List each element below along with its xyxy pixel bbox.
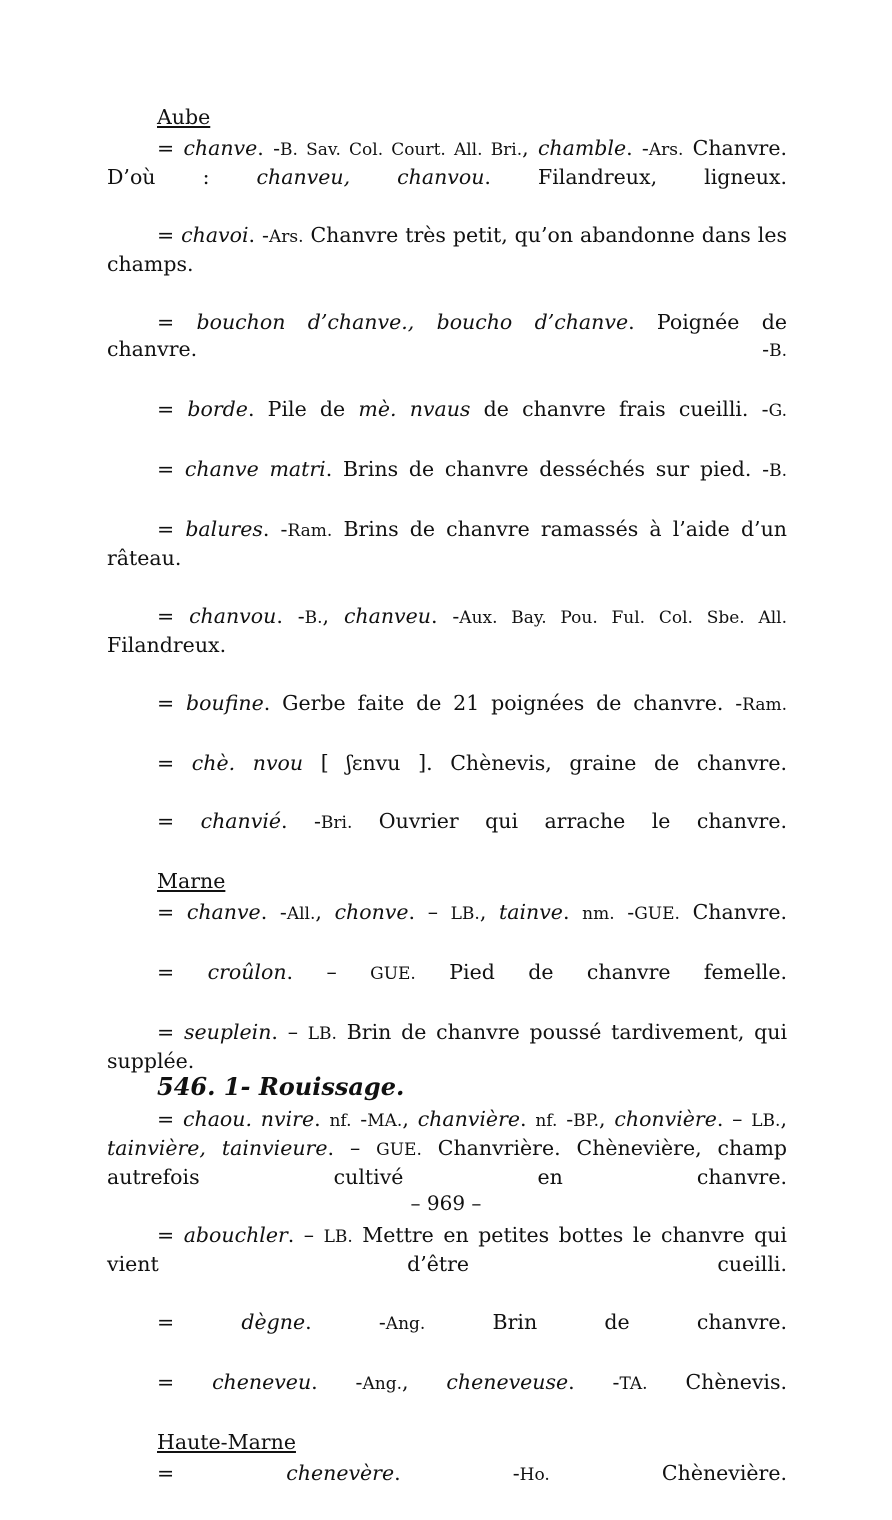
source-abbrev: LB. — [751, 1111, 781, 1131]
source-abbrev: Ang. — [362, 1374, 403, 1394]
headword: chenevère — [286, 1461, 395, 1485]
dictionary-entry: = bouchon d’chanve., boucho d’chanve. Poignée de chanvre. -B. — [107, 310, 787, 361]
headword: balures — [185, 517, 263, 541]
headword: chonve — [334, 900, 409, 924]
source-abbrev: Ang. — [385, 1314, 426, 1334]
headword: chè. nvou — [191, 751, 304, 775]
dictionary-entry: = croûlon. – GUE. Pied de chanvre femelle. — [157, 960, 787, 984]
dictionary-body — [107, 104, 787, 1520]
headword: chanvière — [417, 1107, 520, 1131]
headword: chanve matri — [184, 457, 326, 481]
headword: chamble — [537, 136, 627, 160]
headword: chanve — [183, 136, 258, 160]
dictionary-entry: = chanvié. -Bri. Ouvrier qui arrache le chanvre. — [157, 809, 788, 833]
source-abbrev: LB. — [307, 1024, 337, 1044]
source-abbrev: Ram. — [742, 695, 787, 715]
dictionary-entry: = seuplein. – LB. Brin de chanvre poussé tardivement, qui supplée. — [107, 1020, 787, 1073]
headword: boufine — [186, 691, 264, 715]
source-abbrev: GUE. — [634, 904, 680, 924]
source-abbrev: G. — [768, 401, 787, 421]
headword: chonvière — [614, 1107, 717, 1131]
dictionary-entry: = cheneveu. -Ang., cheneveuse. -TA. Chènevis. — [157, 1370, 787, 1394]
headword: chavoi — [181, 223, 249, 247]
dictionary-entry: = chenevère. -Ho. Chènevière. — [157, 1461, 788, 1485]
source-abbrev: LB. — [450, 904, 480, 924]
page-number: – 969 – — [410, 1191, 482, 1215]
source-abbrev: Ho. — [519, 1465, 550, 1485]
source-abbrev: GUE. — [376, 1140, 422, 1160]
source-abbrev: All. — [286, 904, 316, 924]
headword: croûlon — [207, 960, 287, 984]
headword: bouchon d’chanve., boucho d’chanve — [196, 310, 629, 334]
headword: tainvière, tainvieure — [107, 1136, 328, 1160]
source-abbrev: LB. — [323, 1227, 353, 1247]
dictionary-entry: = chavoi. -Ars. Chanvre très petit, qu’on abandonne dans les champs. — [107, 223, 788, 276]
section-heading: 546. 1- Rouissage. — [157, 1072, 405, 1101]
source-abbrev: nf. — [329, 1111, 352, 1131]
source-abbrev: BP. — [573, 1111, 600, 1131]
source-abbrev: MA. — [367, 1111, 403, 1131]
source-abbrev: B. — [769, 341, 787, 361]
dictionary-entry: = chaou. nvire. nf. -MA., chanvière. nf. -BP., chonvière. – LB., tainvière, tainvieure. – GUE. Chanvrière. Chènevière, champ autrefois cultivé en chanvre. — [107, 1107, 788, 1189]
region-heading: Haute-Marne — [157, 1430, 296, 1454]
headword: chaou. nvire — [183, 1107, 315, 1131]
headword: borde — [187, 397, 248, 421]
headword: chanvié — [200, 809, 282, 833]
headword: tainve — [499, 900, 563, 924]
source-abbrev: TA. — [619, 1374, 648, 1394]
dictionary-entry: = boufine. Gerbe faite de 21 poignées de chanvre. -Ram. — [157, 691, 787, 715]
source-abbrev: Ars. — [648, 140, 684, 160]
source-abbrev: Ram. — [287, 521, 333, 541]
headword: cheneveu — [212, 1370, 312, 1394]
source-abbrev: GUE. — [370, 964, 416, 984]
source-abbrev: nm. — [582, 904, 615, 924]
source-abbrev: B. — [304, 608, 323, 628]
dictionary-entry: = abouchler. – LB. Mettre en petites bottes le chanvre qui vient d’être cueilli. — [107, 1223, 787, 1276]
dictionary-entry: = balures. -Ram. Brins de chanvre ramassés à l’aide d’un râteau. — [107, 517, 787, 570]
dictionary-entry: = chanvou. -B., chanveu. -Aux. Bay. Pou. Ful. Col. Sbe. All. Filandreux. — [107, 604, 787, 657]
headword: mè. nvaus — [358, 397, 471, 421]
region-heading: Aube — [157, 105, 211, 129]
headword: chanve — [186, 900, 261, 924]
headword: chanvou — [189, 604, 277, 628]
headword: chanveu, chanvou — [256, 165, 485, 189]
dictionary-entry: = chanve. -B. Sav. Col. Court. All. Bri., chamble. -Ars. Chanvre. D’où : chanveu, chanvou. Filandreux, ligneux. — [107, 136, 788, 189]
dictionary-entry: = dègne. -Ang. Brin de chanvre. — [157, 1310, 787, 1334]
dictionary-entry: = chanve matri. Brins de chanvre desséchés sur pied. -B. — [157, 457, 787, 481]
region-heading: Marne — [157, 869, 226, 893]
dictionary-entry: = chè. nvou [ ʃɛnvu ]. Chènevis, graine de chanvre. — [157, 751, 787, 775]
dictionary-entry: = borde. Pile de mè. nvaus de chanvre frais cueilli. -G. — [157, 397, 787, 421]
headword: dègne — [241, 1310, 306, 1334]
dictionary-entry: = chanve. -All., chonve. – LB., tainve. nm. -GUE. Chanvre. — [157, 900, 787, 924]
source-abbrev: Aux. Bay. Pou. Ful. Col. Sbe. All. — [459, 608, 787, 628]
headword: cheneveuse — [446, 1370, 569, 1394]
source-abbrev: nf. — [535, 1111, 558, 1131]
headword: chanveu — [343, 604, 431, 628]
source-abbrev: Ars. — [268, 227, 304, 247]
source-abbrev: B. — [769, 461, 787, 481]
headword: abouchler — [183, 1223, 288, 1247]
source-abbrev: Bri. — [320, 813, 353, 833]
source-abbrev: B. Sav. Col. Court. All. Bri. — [280, 140, 523, 160]
headword: seuplein — [183, 1020, 272, 1044]
